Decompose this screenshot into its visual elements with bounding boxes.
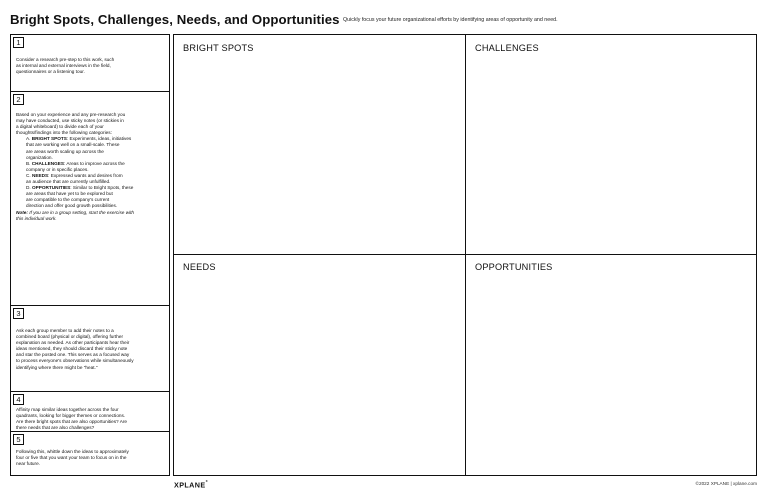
step-text-line: four or five that you want your team to focus on in the	[16, 455, 127, 461]
category-item-opportunities	[19, 185, 134, 209]
step-4	[11, 391, 169, 431]
step-text-line: combined board (physical or digital), offering further	[16, 334, 123, 340]
note-text: If you are in a group setting, start the exercise with	[27, 209, 135, 215]
grid-divider-horizontal	[174, 254, 756, 255]
quadrant-grid	[173, 34, 757, 476]
category-desc-line: organization.	[26, 154, 53, 160]
step-text-line: near future.	[16, 461, 40, 467]
category-desc-line: company or in specific places.	[26, 166, 89, 172]
step-5-text	[16, 449, 129, 467]
step-5-number: 5	[13, 434, 24, 445]
step-3	[11, 305, 169, 391]
step-5	[11, 431, 169, 475]
step-2-number: 2	[13, 94, 24, 105]
category-letter: C.	[26, 172, 31, 178]
step-text-line: questionnaires or a listening tour.	[16, 69, 85, 75]
category-item-challenges	[19, 161, 134, 173]
page-title: Bright Spots, Challenges, Needs, and Opportunities	[10, 12, 340, 27]
step-text-line: quadrants, looking for bigger themes or connections.	[16, 413, 126, 419]
steps-panel	[10, 34, 170, 476]
step-text-line: thoughts/findings into the following categories:	[16, 130, 112, 136]
xplane-logo	[174, 480, 208, 489]
note-text-line: this individual work.	[16, 215, 57, 221]
step-text-line: explanation as needed. As other participants hear their	[16, 340, 130, 346]
note-label: Note:	[16, 209, 28, 215]
category-desc-line: an audience that are currently unfulfilled.	[26, 179, 111, 185]
category-desc: : Expressed wants and desires from	[48, 172, 123, 178]
step-text-line: Affinity map similar ideas together across the four	[16, 407, 119, 412]
step-text-line: Based on your experience and any pre-research you	[16, 112, 126, 117]
category-name: OPPORTUNITIES	[32, 185, 71, 191]
step-1-text	[16, 57, 114, 75]
step-2	[11, 91, 169, 305]
step-text-line: a digital whiteboard) to divide each of your	[16, 124, 104, 130]
step-3-number: 3	[13, 308, 24, 319]
step-text-line: ideas mentioned, they should discard their sticky note	[16, 346, 128, 352]
category-item-bright-spots	[19, 136, 134, 160]
category-item-needs	[19, 173, 134, 185]
step-3-text	[16, 328, 134, 371]
logo-text: XPLANE	[174, 480, 206, 490]
step-1-number: 1	[13, 37, 24, 48]
category-list	[19, 136, 134, 209]
step-text-line: Following this, whittle down the ideas to approximately	[16, 449, 129, 454]
category-desc-line: that are working well on a small-scale. These	[26, 142, 120, 148]
quadrant-bright-spots-label: BRIGHT SPOTS	[183, 43, 254, 53]
step-text-line: identifying where there might be "heat."	[16, 364, 98, 370]
quadrant-opportunities-label: OPPORTUNITIES	[475, 262, 553, 272]
category-name: NEEDS	[32, 172, 49, 178]
category-desc-line: direction and offer good growth possibilities.	[26, 203, 118, 209]
step-4-text	[16, 407, 127, 431]
category-desc: : Areas to improve across the	[64, 160, 125, 166]
step-4-number: 4	[13, 394, 24, 405]
step-text-line: Consider a research pre-step to this work, such	[16, 57, 115, 62]
step-text-line: as internal and external interviews in the field,	[16, 63, 111, 69]
category-desc: : Experiments, ideas, initiatives	[66, 136, 132, 142]
step-text-line: to process everyone's observations while simultaneously	[16, 358, 134, 364]
copyright-text: ©2022 XPLANE | xplane.com	[695, 481, 757, 486]
quadrant-challenges-label: CHALLENGES	[475, 43, 539, 53]
category-desc-line: are areas that have yet to be explored but	[26, 191, 113, 197]
quadrant-needs-label: NEEDS	[183, 262, 216, 272]
grid-divider-vertical	[465, 35, 466, 475]
page-subtitle: Quickly focus your future organizational efforts by identifying areas of opportunity and need.	[343, 17, 558, 23]
step-2-text	[16, 112, 134, 222]
step-text-line: may have conducted, use sticky notes (or stickies in	[16, 118, 124, 124]
step-2-note	[16, 210, 134, 216]
category-desc-line: are compatible to the company's current	[26, 197, 110, 203]
step-text-line: and star the posted one. This serves as a focused way	[16, 352, 130, 358]
step-text-line: there needs that are also challenges?	[16, 425, 95, 431]
category-desc-line: are areas worth scaling up across the	[26, 148, 104, 154]
category-letter: D.	[26, 185, 31, 191]
step-text-line: Ask each group member to add their notes to a	[16, 328, 114, 333]
category-name: BRIGHT SPOTS	[31, 136, 67, 142]
logo-mark: °	[205, 480, 208, 486]
category-desc: : Similar to Bright Spots, these	[70, 185, 134, 191]
category-letter: A.	[26, 136, 31, 142]
category-name: CHALLENGES	[31, 160, 65, 166]
step-text-line: Are there bright spots that are also opportunities? Are	[16, 419, 128, 425]
step-1	[11, 35, 169, 91]
category-letter: B.	[26, 160, 31, 166]
